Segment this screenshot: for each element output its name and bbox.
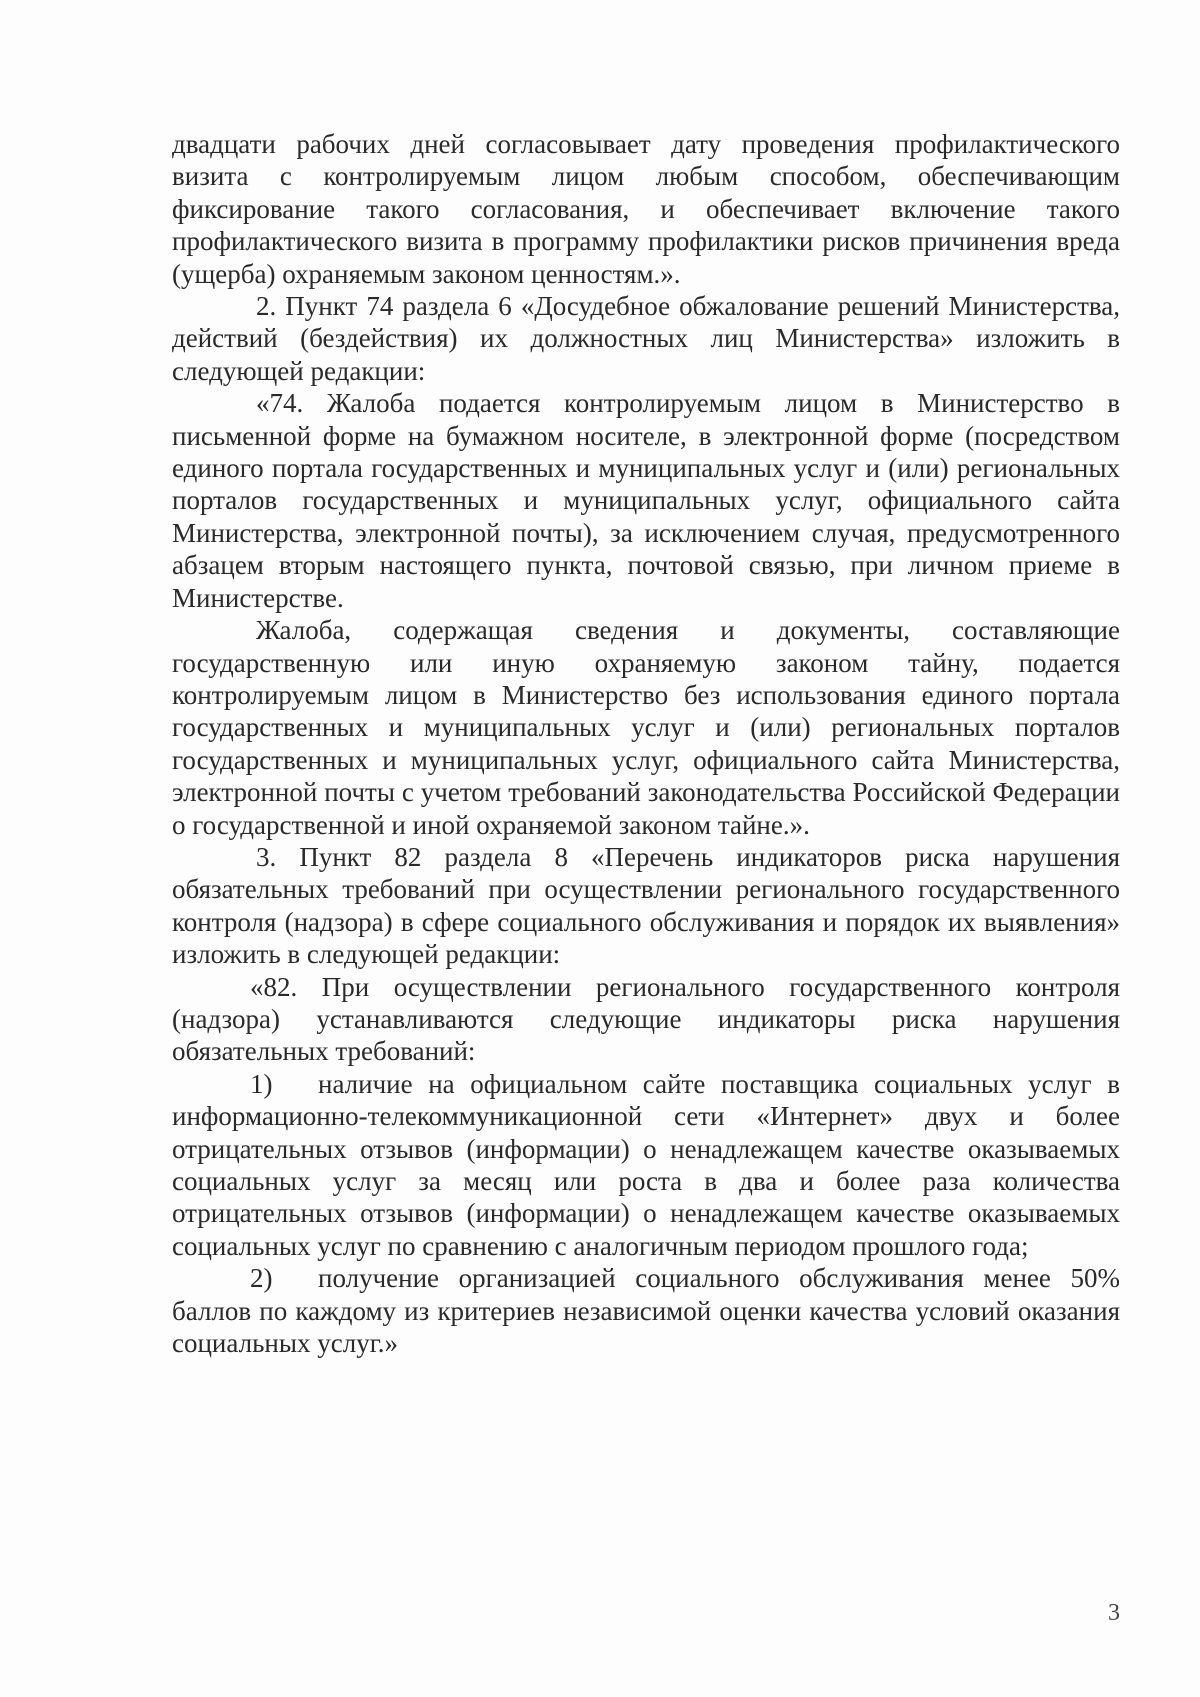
- list-item: [172, 1068, 1120, 1262]
- paragraph-complaint-secret: Жалоба, содержащая сведения и документы, составляющие государственную или иную охраняемую законом тайну, подается контролируемым лицом в Министерство без использования единого портала государственных и муниципальных услуг и (или) региональных порталов государственных и муниципальных услуг, официального сайта Министерства, электронной почты с учетом требований законодательства Российской Федерации о государственной и иной охраняемой законом тайне.».: [172, 615, 1120, 840]
- list-item-text: наличие на официальном сайте поставщика социальных услуг в информационно-телекоммуникационной сети «Интернет» двух и более отрицательных отзывов (информации) о ненадлежащем качестве оказываемых социальных услуг за месяц или роста в два и более раза количества отрицательных отзывов (информации) о ненадлежащем качестве оказываемых социальных услуг по сравнению с аналогичным периодом прошлого года;: [172, 1068, 1120, 1261]
- paragraph-item-82: «82. При осуществлении регионального государственного контроля (надзора) устанавливаются следующие индикаторы риска нарушения обязательных требований:: [172, 971, 1120, 1067]
- paragraph-item-3: 3. Пункт 82 раздела 8 «Перечень индикаторов риска нарушения обязательных требований при осуществлении регионального государственного контроля (надзора) в сфере социального обслуживания и порядок их выявления» изложить в следующей редакции:: [172, 841, 1120, 970]
- list-item-text: получение организацией социального обслуживания менее 50% баллов по каждому из критериев независимой оценки качества условий оказания социальных услуг.»: [172, 1263, 1120, 1359]
- list-item-number: 1): [250, 1068, 273, 1099]
- list-item-number: 2): [250, 1263, 273, 1294]
- paragraph-item-74: «74. Жалоба подается контролируемым лицом в Министерство в письменной форме на бумажном носителе, в электронной форме (посредством единого портала государственных и муниципальных услуг и (или) региональных порталов государственных и муниципальных услуг, официального сайта Министерства, электронной почты), за исключением случая, предусмотренного абзацем вторым настоящего пункта, почтовой связью, при личном приеме в Министерстве.: [172, 388, 1120, 613]
- document-body: [172, 128, 1120, 1359]
- paragraph-continuation: двадцати рабочих дней согласовывает дату проведения профилактического визита с контролируемым лицом любым способом, обеспечивающим фиксирование такого согласования, и обеспечивает включение такого профилактического визита в программу профилактики рисков причинения вреда (ущерба) охраняемым законом ценностям.».: [172, 129, 1120, 289]
- page-number: 3: [1108, 1600, 1120, 1626]
- paragraph-item-2: 2. Пункт 74 раздела 6 «Досудебное обжалование решений Министерства, действий (бездействия) их должностных лиц Министерства» изложить в следующей редакции:: [172, 291, 1120, 386]
- list-item: [172, 1262, 1120, 1359]
